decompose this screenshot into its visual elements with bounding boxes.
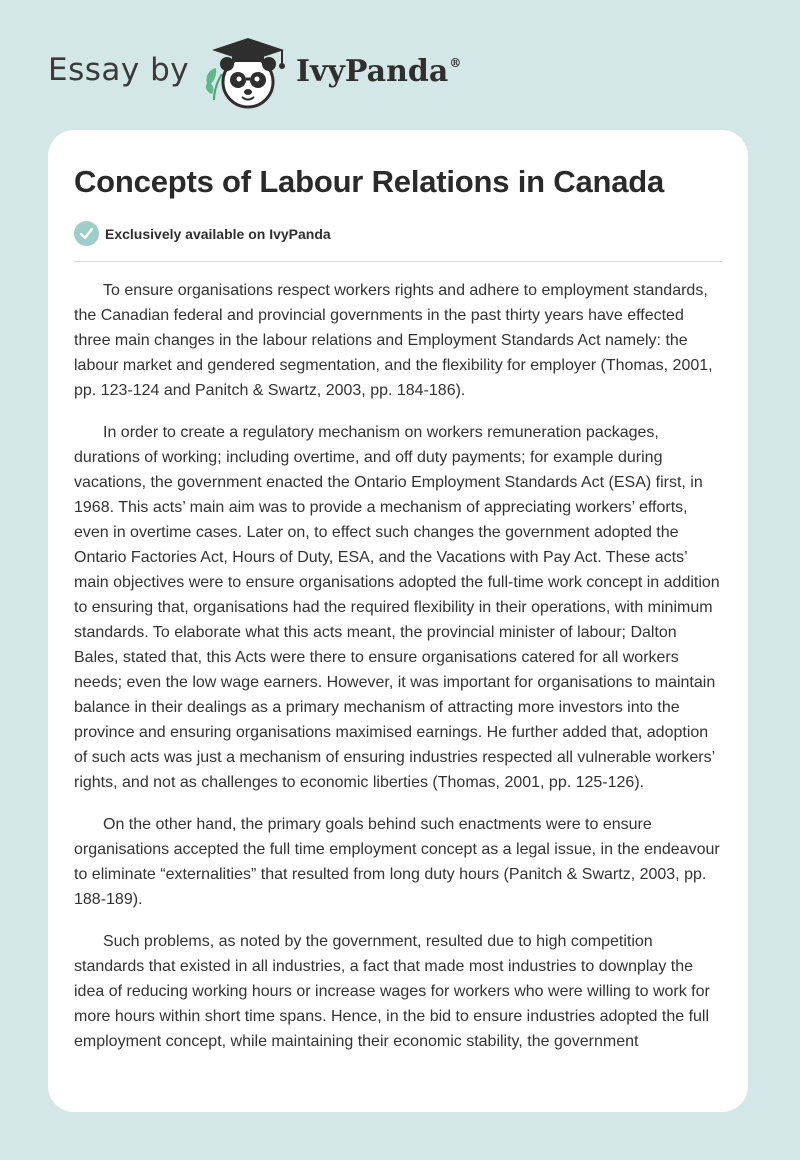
paragraph: In order to create a regulatory mechanism on workers remuneration packages, durations of working; including overtime, and off duty payments; for example during vacations, the government enacted the Ontario Employment Standards Act (ESA) first, in 1968. This acts’ main aim was to provide a mechanism of appreciating workers’ efforts, even in overtime cases. Later on, to effect such changes the government adopted the Ontario Factories Act, Hours of Duty, ESA, and the Vacations with Pay Act. These acts’ main objectives were to ensure organisations adopted the full-time work concept in addition to ensuring that, organisations had the required flexibility in their operations, with minimum standards. To elaborate what this acts meant, the provincial minister of labour; Dalton Bales, stated that, this Acts were there to ensure organisations catered for all workers needs; even the low wage earners. However, it was important for organisations to maintain balance in their dealings as a primary mechanism of attracting more investors into the province and ensuring organisations maximised earnings. He further added that, adoption of such acts was just a mechanism of ensuring industries respected all vulnerable workers’ rights, and not as challenges to economic liberties (Thomas, 2001, pp. 125-126). [74, 424, 720, 791]
essay-card [48, 130, 748, 1112]
exclusive-badge-label: Exclusively available on IvyPanda [105, 226, 331, 242]
panda-logo-icon [202, 34, 292, 112]
paragraph: On the other hand, the primary goals behind such enactments were to ensure organisations accepted the full time employment concept as a legal issue, in the endeavour to eliminate “externalities” that resulted from long duty hours (Panitch & Swartz, 2003, pp. 188-189). [74, 816, 720, 908]
brand-name: IvyPanda® [296, 54, 462, 89]
paragraph: To ensure organisations respect workers rights and adhere to employment standards, the Canadian federal and provincial governments in the past thirty years have effected three main changes in the labour relations and Employment Standards Act namely: the labour market and gendered segmentation, and the flexibility for employer (Thomas, 2001, pp. 123-124 and Panitch & Swartz, 2003, pp. 184-186). [74, 282, 713, 399]
site-header [48, 34, 508, 114]
check-icon [74, 221, 99, 246]
essay-body [74, 278, 722, 1071]
paragraph: Such problems, as noted by the government, resulted due to high competition standards that existed in all industries, a fact that made most industries to downplay the idea of reducing working hours or increase wages for workers who were willing to work for more hours within short time spans. Hence, in the bid to ensure industries adopted the full employment concept, while maintaining their economic stability, the government [74, 933, 710, 1050]
divider [74, 261, 722, 262]
essay-by-label: Essay by [48, 52, 190, 88]
page-title: Concepts of Labour Relations in Canada [74, 164, 665, 199]
